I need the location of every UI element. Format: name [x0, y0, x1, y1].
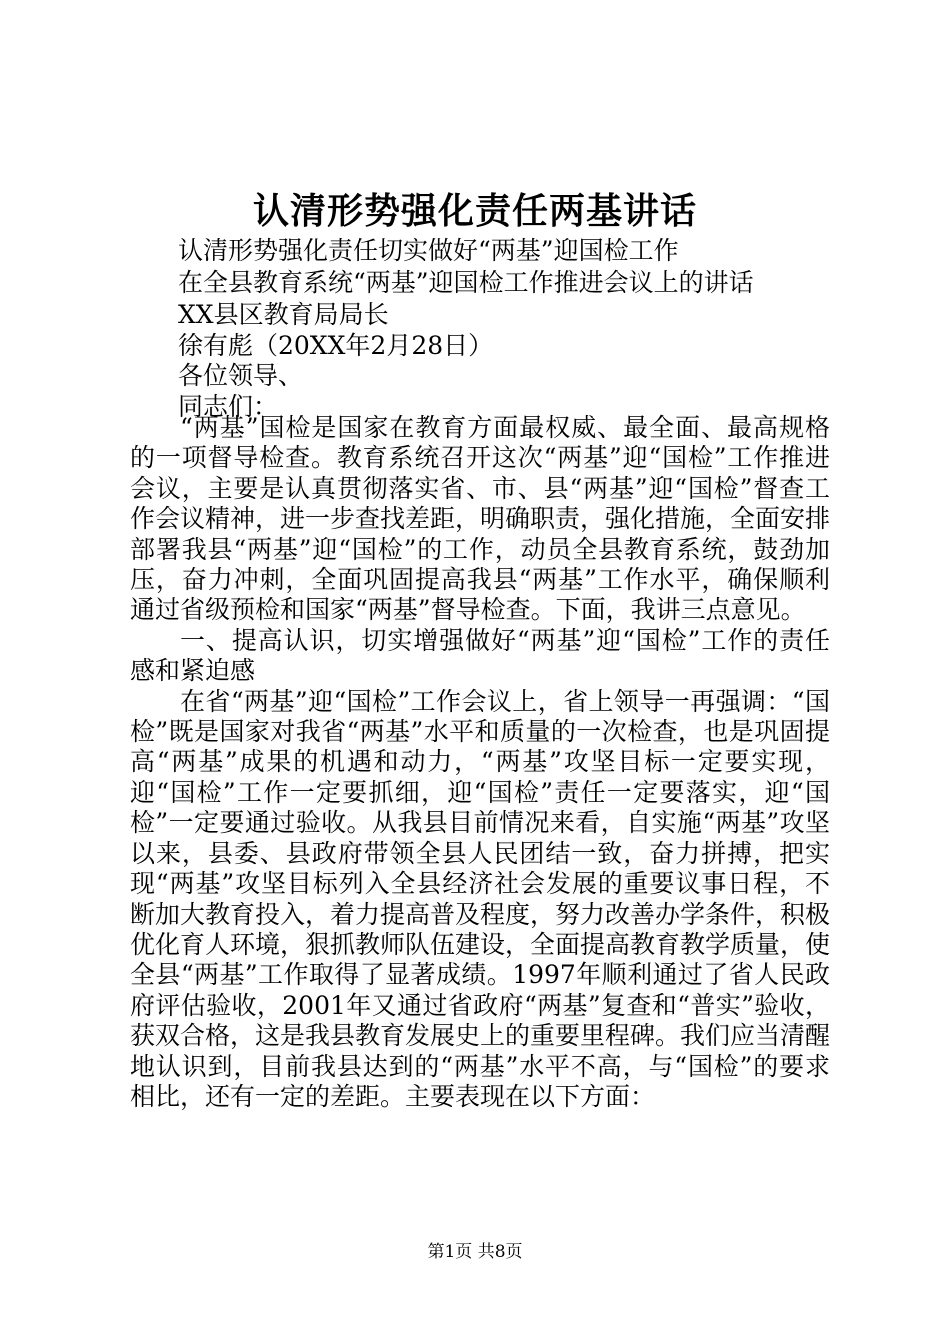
salutation-line: 各位领导、 [178, 361, 304, 390]
section-heading: 一、提高认识，切实增强做好“两基”迎“国检”工作的责任感和紧迫感 [130, 625, 830, 686]
occasion-line: 在全县教育系统“两基”迎国检工作推进会议上的讲话 [178, 268, 754, 297]
salutation-line: 同志们： [178, 392, 279, 421]
body-paragraph: “两基”国检是国家在教育方面最权威、最全面、最高规格的一项督导检查。教育系统召开这次“两基”迎“国检”工作推进会议，主要是认真贯彻落实省、市、县“两基”迎“国检”督查工作会议精神，进一步查找差距，明确职责，强化措施，全面安排部署我县“两基”迎“国检”的工作，动员全县教育系统，鼓劲加压，奋力冲刺，全面巩固提高我县“两基”工作水平，确保顺利通过省级预检和国家“两基”督导检查。下面，我讲三点意见。 [130, 413, 831, 625]
speaker-date-line: 徐有彪（20XX年2月28日） [178, 331, 494, 360]
subtitle-line: 认清形势强化责任切实做好“两基”迎国检工作 [178, 236, 679, 265]
page-footer: 第1页 共8页 [427, 1242, 523, 1262]
document-body [130, 413, 830, 1112]
body-paragraph: 在省“两基”迎“国检”工作会议上，省上领导一再强调：“国检”既是国家对我省“两基”水平和质量的一次检查，也是巩固提高“两基”成果的机遇和动力，“两基”攻坚目标一定要实现，迎“国检”工作一定要抓细，迎“国检”责任一定要落实，迎“国检”一定要通过验收。从我县目前情况来看，自实施“两基”攻坚以来，县委、县政府带领全县人民团结一致，奋力拼搏，把实现“两基”攻坚目标列入全县经济社会发展的重要议事日程，不断加大教育投入，着力提高普及程度，努力改善办学条件，积极优化育人环境，狠抓教师队伍建设，全面提高教育教学质量，使全县“两基”工作取得了显著成绩。1997年顺利通过了省人民政府评估验收，2001年又通过省政府“两基”复查和“普实”验收，获双合格，这是我县教育发展史上的重要里程碑。我们应当清醒地认识到，目前我县达到的“两基”水平不高，与“国检”的要求相比，还有一定的差距。主要表现在以下方面： [130, 686, 831, 1111]
speaker-title-line: XX县区教育局局长 [178, 300, 389, 329]
document-title: 认清形势强化责任两基讲话 [252, 190, 697, 232]
